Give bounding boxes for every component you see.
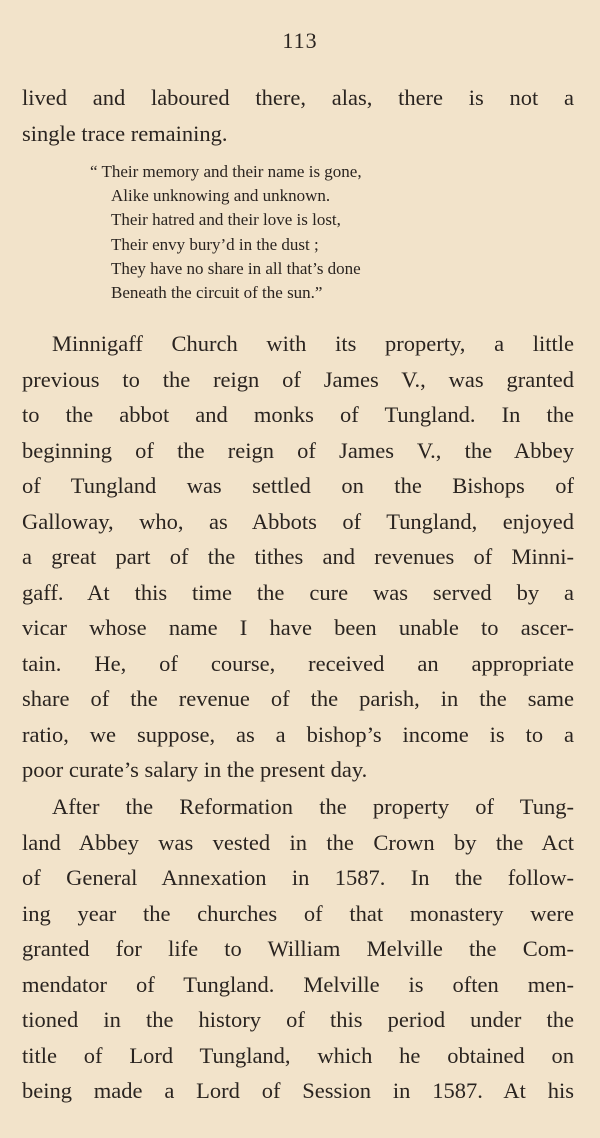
text-line: granted for life to William Melville the Com-: [22, 936, 574, 961]
text-line: share of the revenue of the parish, in the same: [22, 686, 574, 711]
text-line: a great part of the tithes and revenues of Minni-: [22, 544, 574, 569]
text-line: being made a Lord of Session in 1587. At his: [22, 1078, 574, 1103]
paragraph-minnigaff-church: [22, 326, 574, 788]
text-line: of General Annexation in 1587. In the follow-: [22, 865, 574, 890]
text-line: ing year the churches of that monastery were: [22, 900, 574, 926]
verse-line: Their hatred and their love is lost,: [111, 210, 341, 230]
text-line: lived and laboured there, alas, there is not a: [22, 85, 574, 110]
text-line: vicar whose name I have been unable to ascer-: [22, 615, 574, 640]
text-line: mendator of Tungland. Melville is often men-: [22, 971, 574, 997]
text-line: tioned in the history of this period under the: [22, 1007, 574, 1032]
opening-text: [22, 80, 574, 151]
text-line: ratio, we suppose, as a bishop’s income is to a: [22, 721, 574, 747]
verse-line: Their envy bury’d in the dust ;: [111, 234, 319, 254]
quoted-verse: [90, 160, 490, 305]
text-line: gaff. At this time the cure was served by a: [22, 579, 574, 605]
text-line: land Abbey was vested in the Crown by the Act: [22, 829, 574, 855]
text-line: After the Reformation the property of Tung-: [52, 794, 574, 819]
text-line: tain. He, of course, received an appropriate: [22, 650, 574, 676]
text-line: beginning of the reign of James V., the Abbey: [22, 437, 574, 463]
text-line: Minnigaff Church with its property, a little: [52, 331, 574, 356]
text-line: single trace remaining.: [22, 120, 228, 146]
paragraph-reformation: [22, 789, 574, 1109]
text-line: Galloway, who, as Abbots of Tungland, enjoyed: [22, 508, 574, 534]
page-number: 113: [282, 28, 318, 53]
text-line: poor curate’s salary in the present day.: [22, 757, 368, 782]
text-line: of Tungland was settled on the Bishops of: [22, 473, 574, 498]
verse-line: “ Their memory and their name is gone,: [90, 162, 362, 181]
verse-line: They have no share in all that’s done: [111, 258, 361, 278]
text-line: previous to the reign of James V., was granted: [22, 366, 574, 392]
verse-line: Alike unknowing and unknown.: [111, 186, 331, 206]
text-line: to the abbot and monks of Tungland. In the: [22, 402, 574, 427]
verse-line: Beneath the circuit of the sun.”: [111, 282, 323, 302]
text-line: title of Lord Tungland, which he obtained on: [22, 1042, 574, 1068]
